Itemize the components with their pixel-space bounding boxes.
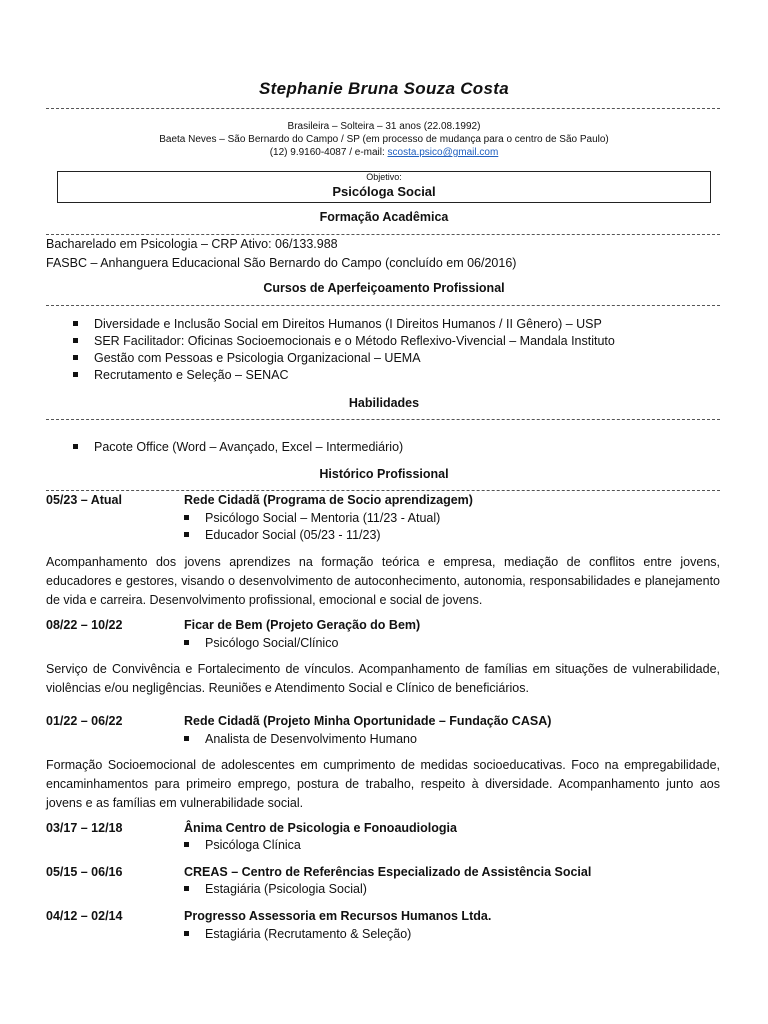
- bullet-icon: [73, 338, 78, 343]
- divider: [46, 108, 720, 109]
- contact-line: [0, 146, 768, 160]
- education-degree: Bacharelado em Psicologia – CRP Ativo: 06/133.988: [46, 237, 338, 251]
- job-organization: Ficar de Bem (Projeto Geração do Bem): [184, 618, 421, 632]
- job-description: Formação Socioemocional de adolescentes em cumprimento de medidas socioeducativas. Foco na empregabilidade, encaminhamentos para primeiro emprego, postura de trabalho, respeito à diversidade. Acompanhamento junto aos jovens e as famílias em vulnerabilidade social.: [46, 758, 720, 810]
- bullet-icon: [73, 355, 78, 360]
- job-role: Estagiária (Recrutamento & Seleção): [184, 926, 411, 943]
- bullet-icon: [73, 444, 78, 449]
- bullet-icon: [184, 515, 189, 520]
- objective-title: Psicóloga Social: [332, 184, 436, 199]
- objective-label: Objetivo:: [366, 172, 402, 182]
- list-item: SER Facilitador: Oficinas Socioemocionais e o Método Reflexivo-Vivencial – Mandala Instituto: [73, 333, 615, 350]
- divider: [46, 490, 720, 491]
- bullet-icon: [184, 736, 189, 741]
- job-date: 01/22 – 06/22: [46, 714, 123, 728]
- candidate-name: Stephanie Bruna Souza Costa: [259, 79, 509, 98]
- education-institution: FASBC – Anhanguera Educacional São Bernardo do Campo (concluído em 06/2016): [46, 256, 517, 270]
- address: Baeta Neves – São Bernardo do Campo / SP (em processo de mudança para o centro de São Paulo): [159, 134, 609, 145]
- job-description: Acompanhamento dos jovens aprendizes na formação teórica e empresa, mediação de conflitos entre jovens, educadores e gestores, visando o desenvolvimento de autoconhecimento, autonomia, responsabilidades e planejamento de vida e carreira. Desenvolvimento profissional, emocional e social de jovens.: [46, 555, 720, 607]
- list-item: Diversidade e Inclusão Social em Direitos Humanos (I Direitos Humanos / II Gênero) – USP: [73, 316, 602, 333]
- job-date: 05/23 – Atual: [46, 493, 122, 507]
- divider: [46, 305, 720, 306]
- job-date: 08/22 – 10/22: [46, 618, 123, 632]
- job-role: Psicólogo Social – Mentoria (11/23 - Atual): [184, 510, 440, 527]
- job-role: Psicólogo Social/Clínico: [184, 635, 338, 652]
- job-description: Serviço de Convivência e Fortalecimento de vínculos. Acompanhamento de famílias em situações de vulnerabilidade, violências e/ou negligências. Reuniões e Atendimento Social e Clínico de beneficiários.: [46, 662, 720, 695]
- divider: [46, 419, 720, 420]
- bullet-icon: [184, 640, 189, 645]
- job-organization: Rede Cidadã (Projeto Minha Oportunidade – Fundação CASA): [184, 714, 552, 728]
- section-title-education: Formação Acadêmica: [319, 210, 449, 224]
- list-item: Recrutamento e Seleção – SENAC: [73, 367, 289, 384]
- bullet-icon: [184, 532, 189, 537]
- job-role: Psicóloga Clínica: [184, 837, 301, 854]
- bullet-icon: [184, 842, 189, 847]
- phone: (12) 9.9160-4087 / e-mail:: [269, 147, 388, 158]
- personal-info: Brasileira – Solteira – 31 anos (22.08.1992): [287, 121, 481, 132]
- email-link[interactable]: scosta.psico@gmail.com: [387, 147, 499, 158]
- job-organization: Progresso Assessoria em Recursos Humanos Ltda.: [184, 909, 492, 923]
- job-date: 05/15 – 06/16: [46, 865, 123, 879]
- bullet-icon: [184, 886, 189, 891]
- job-role: Analista de Desenvolvimento Humano: [184, 731, 417, 748]
- list-item: Pacote Office (Word – Avançado, Excel – Intermediário): [73, 439, 403, 456]
- objective-box: [57, 171, 711, 203]
- job-organization: Rede Cidadã (Programa de Socio aprendizagem): [184, 493, 473, 507]
- section-title-courses: Cursos de Aperfeiçoamento Profissional: [263, 281, 505, 295]
- bullet-icon: [73, 372, 78, 377]
- section-title-history: Histórico Profissional: [319, 467, 449, 481]
- job-organization: Ânima Centro de Psicologia e Fonoaudiologia: [184, 821, 457, 835]
- job-date: 03/17 – 12/18: [46, 821, 123, 835]
- bullet-icon: [73, 321, 78, 326]
- job-date: 04/12 – 02/14: [46, 909, 123, 923]
- bullet-icon: [184, 931, 189, 936]
- job-role: Estagiária (Psicologia Social): [184, 881, 367, 898]
- section-title-skills: Habilidades: [348, 396, 420, 410]
- divider: [46, 234, 720, 235]
- job-role: Educador Social (05/23 - 11/23): [184, 527, 381, 544]
- list-item: Gestão com Pessoas e Psicologia Organizacional – UEMA: [73, 350, 421, 367]
- job-organization: CREAS – Centro de Referências Especializado de Assistência Social: [184, 865, 592, 879]
